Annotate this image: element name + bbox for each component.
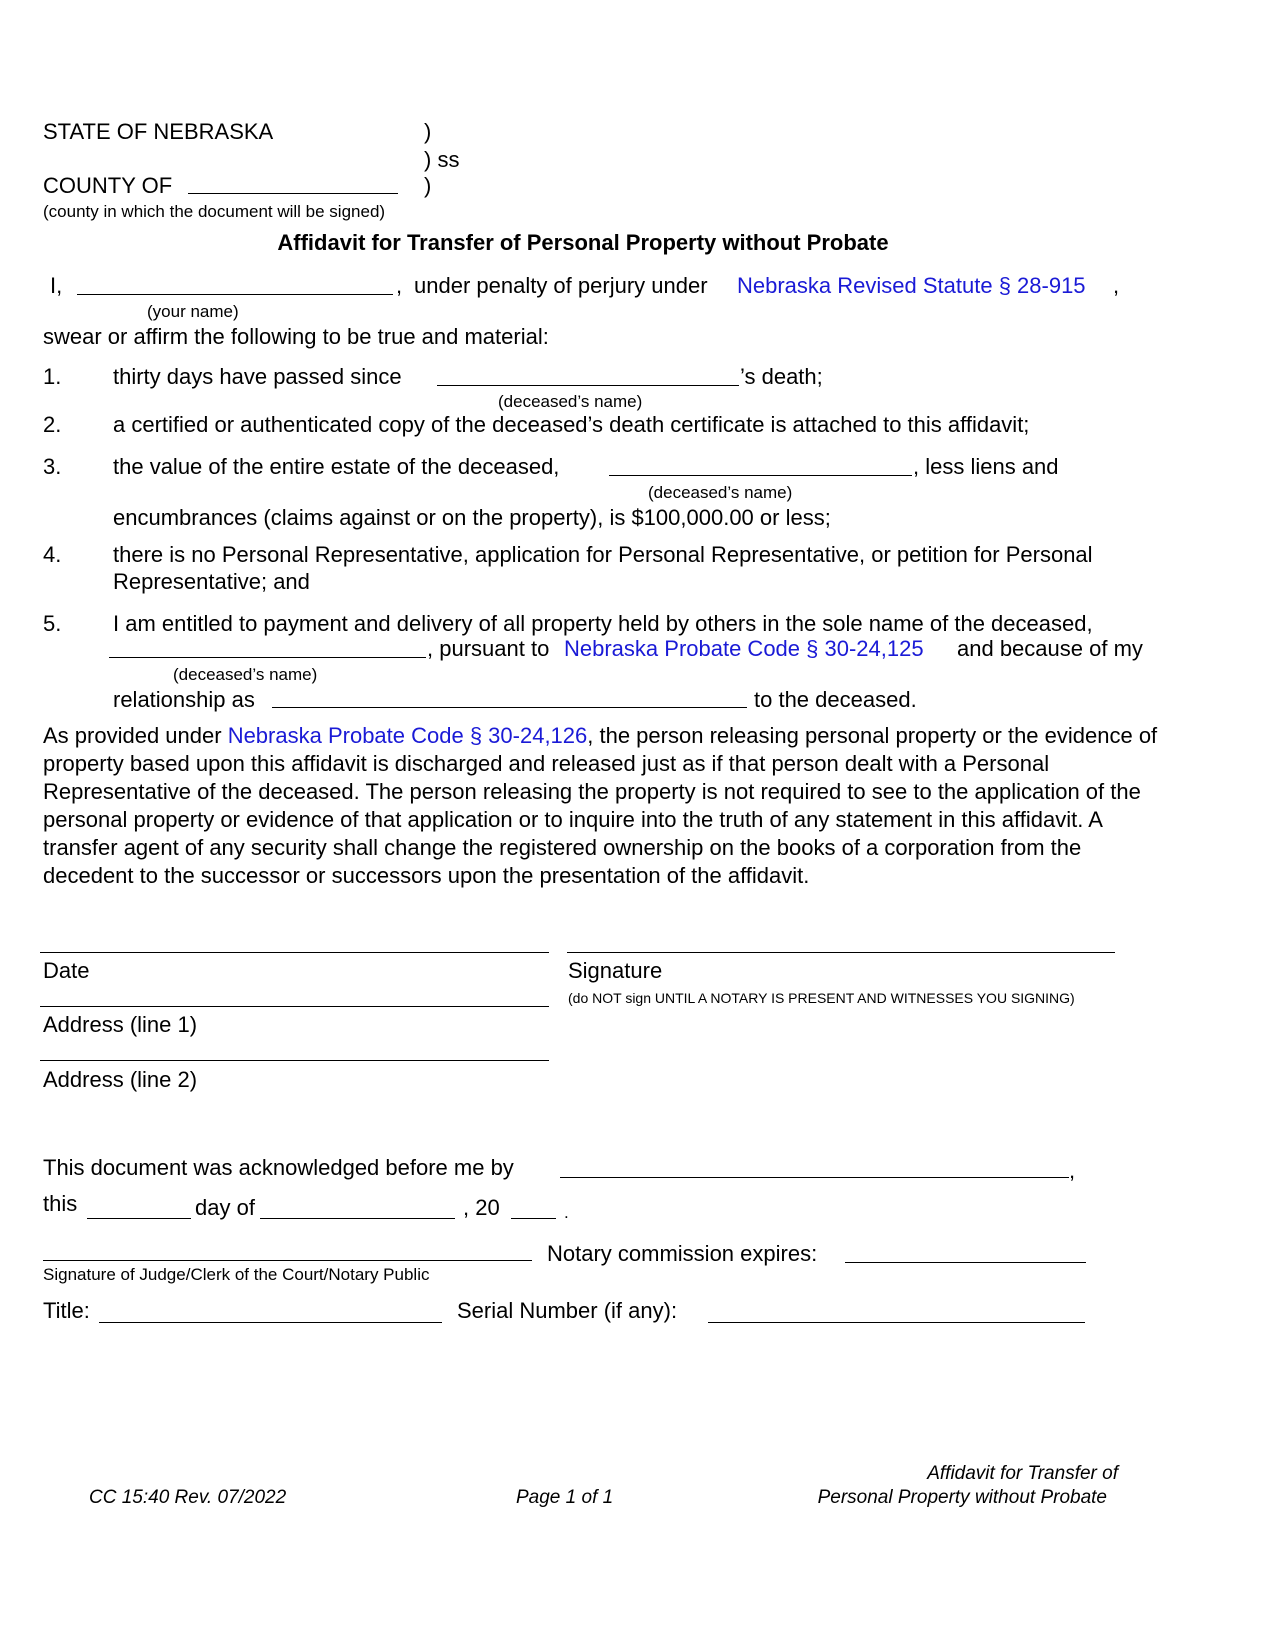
address-line-1-field[interactable] (40, 1006, 549, 1007)
serial-number-field[interactable] (708, 1322, 1085, 1323)
item-5-pursuant: , pursuant to (427, 636, 550, 661)
acknowledged-by-field[interactable] (560, 1177, 1069, 1178)
item-5-to-deceased: to the deceased. (754, 687, 917, 712)
date-period: . (564, 1203, 569, 1222)
year-field[interactable] (511, 1218, 556, 1219)
address-line-2-label: Address (line 2) (43, 1067, 198, 1092)
deceased-name-field-3[interactable] (109, 657, 426, 658)
swear-text: swear or affirm the following to be true and material: (43, 324, 549, 349)
judge-signature-field[interactable] (43, 1260, 532, 1261)
probate-code-link-125[interactable]: Nebraska Probate Code § 30-24,125 (564, 636, 924, 661)
title-label: Title: (43, 1298, 90, 1323)
date-field[interactable] (40, 952, 549, 953)
judge-signature-label: Signature of Judge/Clerk of the Court/Notary Public (43, 1265, 430, 1284)
commission-label: Notary commission expires: (547, 1241, 818, 1266)
signature-note: (do NOT sign UNTIL A NOTARY IS PRESENT AND WITNESSES YOU SIGNING) (568, 990, 1075, 1006)
deceased-note-2: (deceased’s name) (648, 483, 793, 502)
address-line-1-label: Address (line 1) (43, 1012, 198, 1037)
county-note: (county in which the document will be signed) (43, 202, 386, 221)
date-label: Date (43, 958, 90, 983)
item-4-line-1: there is no Personal Representative, application for Personal Representative, or petition for Personal (113, 542, 1093, 567)
item-4-number: 4. (43, 542, 62, 567)
relationship-field[interactable] (272, 707, 747, 708)
month-field[interactable] (260, 1218, 455, 1219)
statute-comma: , (1113, 273, 1120, 298)
item-3-continued: encumbrances (claims against or on the property), is $100,000.00 or less; (113, 505, 831, 530)
document-title: Affidavit for Transfer of Personal Property without Probate (277, 230, 889, 255)
form-code: CC 15:40 Rev. 07/2022 (89, 1487, 287, 1508)
item-3-text: the value of the entire estate of the deceased, (113, 454, 560, 479)
signature-field[interactable] (567, 952, 1115, 953)
item-1-text: thirty days have passed since (113, 364, 402, 389)
item-3-after: , less liens and (913, 454, 1059, 479)
deceased-note-1: (deceased’s name) (498, 392, 643, 411)
provision-text: , the person releasing personal property or the evidence of property based upon this affidavit is discharged and released just as if that person dealt with a Personal Representative of the deceased. The person releasing the property is not required to see to the application of the personal property or evidence of that application or to inquire into the truth of any statement in this affidavit. A transfer agent of any security shall change the registered ownership on the books of a corporation from the decedent to the successor or successors upon the presentation of the affidavit. (43, 723, 1158, 888)
day-of-label: day of (195, 1195, 255, 1220)
item-1-after: ’s death; (740, 364, 823, 389)
venue-ss: ) ss (424, 147, 460, 172)
item-2-number: 2. (43, 412, 62, 437)
provision-lead: As provided under (43, 723, 222, 748)
day-field[interactable] (87, 1218, 191, 1219)
item-5-line-1: I am entitled to payment and delivery of all property held by others in the sole name of the deceased, (113, 611, 1093, 636)
county-field[interactable] (188, 193, 398, 194)
item-4-line-2: Representative; and (113, 569, 310, 594)
deceased-name-field-1[interactable] (437, 385, 739, 386)
intro-comma: , (396, 273, 403, 298)
footer-title-line-1: Affidavit for Transfer of (927, 1463, 1118, 1484)
item-2-text: a certified or authenticated copy of the deceased’s death certificate is attached to this affidavit; (113, 412, 1030, 437)
this-label: this (43, 1191, 78, 1216)
commission-expires-field[interactable] (845, 1262, 1086, 1263)
deceased-note-3: (deceased’s name) (173, 665, 318, 684)
penalty-text: under penalty of perjury under (414, 273, 708, 298)
year-prefix: , 20 (463, 1195, 500, 1220)
address-line-2-field[interactable] (40, 1060, 549, 1061)
ack-comma: , (1069, 1158, 1076, 1183)
state-label: STATE OF NEBRASKA (43, 119, 274, 144)
ack-text: This document was acknowledged before me by (43, 1155, 514, 1180)
footer-title-line-2: Personal Property without Probate (817, 1487, 1107, 1508)
provision-paragraph (43, 722, 1173, 890)
page-number: Page 1 of 1 (516, 1487, 614, 1508)
probate-code-link-126[interactable]: Nebraska Probate Code § 30-24,126 (227, 723, 588, 748)
title-field[interactable] (99, 1322, 442, 1323)
intro-i: I, (50, 273, 63, 298)
item-5-because: and because of my (957, 636, 1143, 661)
item-1-number: 1. (43, 364, 62, 389)
statute-link[interactable]: Nebraska Revised Statute § 28-915 (737, 273, 1086, 298)
item-5-relationship: relationship as (113, 687, 255, 712)
item-5-number: 5. (43, 611, 62, 636)
venue-paren-2: ) (424, 173, 432, 198)
deceased-name-field-2[interactable] (609, 475, 912, 476)
venue-paren: ) (424, 119, 432, 144)
your-name-field[interactable] (77, 294, 393, 295)
serial-label: Serial Number (if any): (457, 1298, 678, 1323)
item-3-number: 3. (43, 454, 62, 479)
your-name-note: (your name) (147, 302, 239, 321)
signature-label: Signature (568, 958, 663, 983)
county-label: COUNTY OF (43, 173, 173, 198)
